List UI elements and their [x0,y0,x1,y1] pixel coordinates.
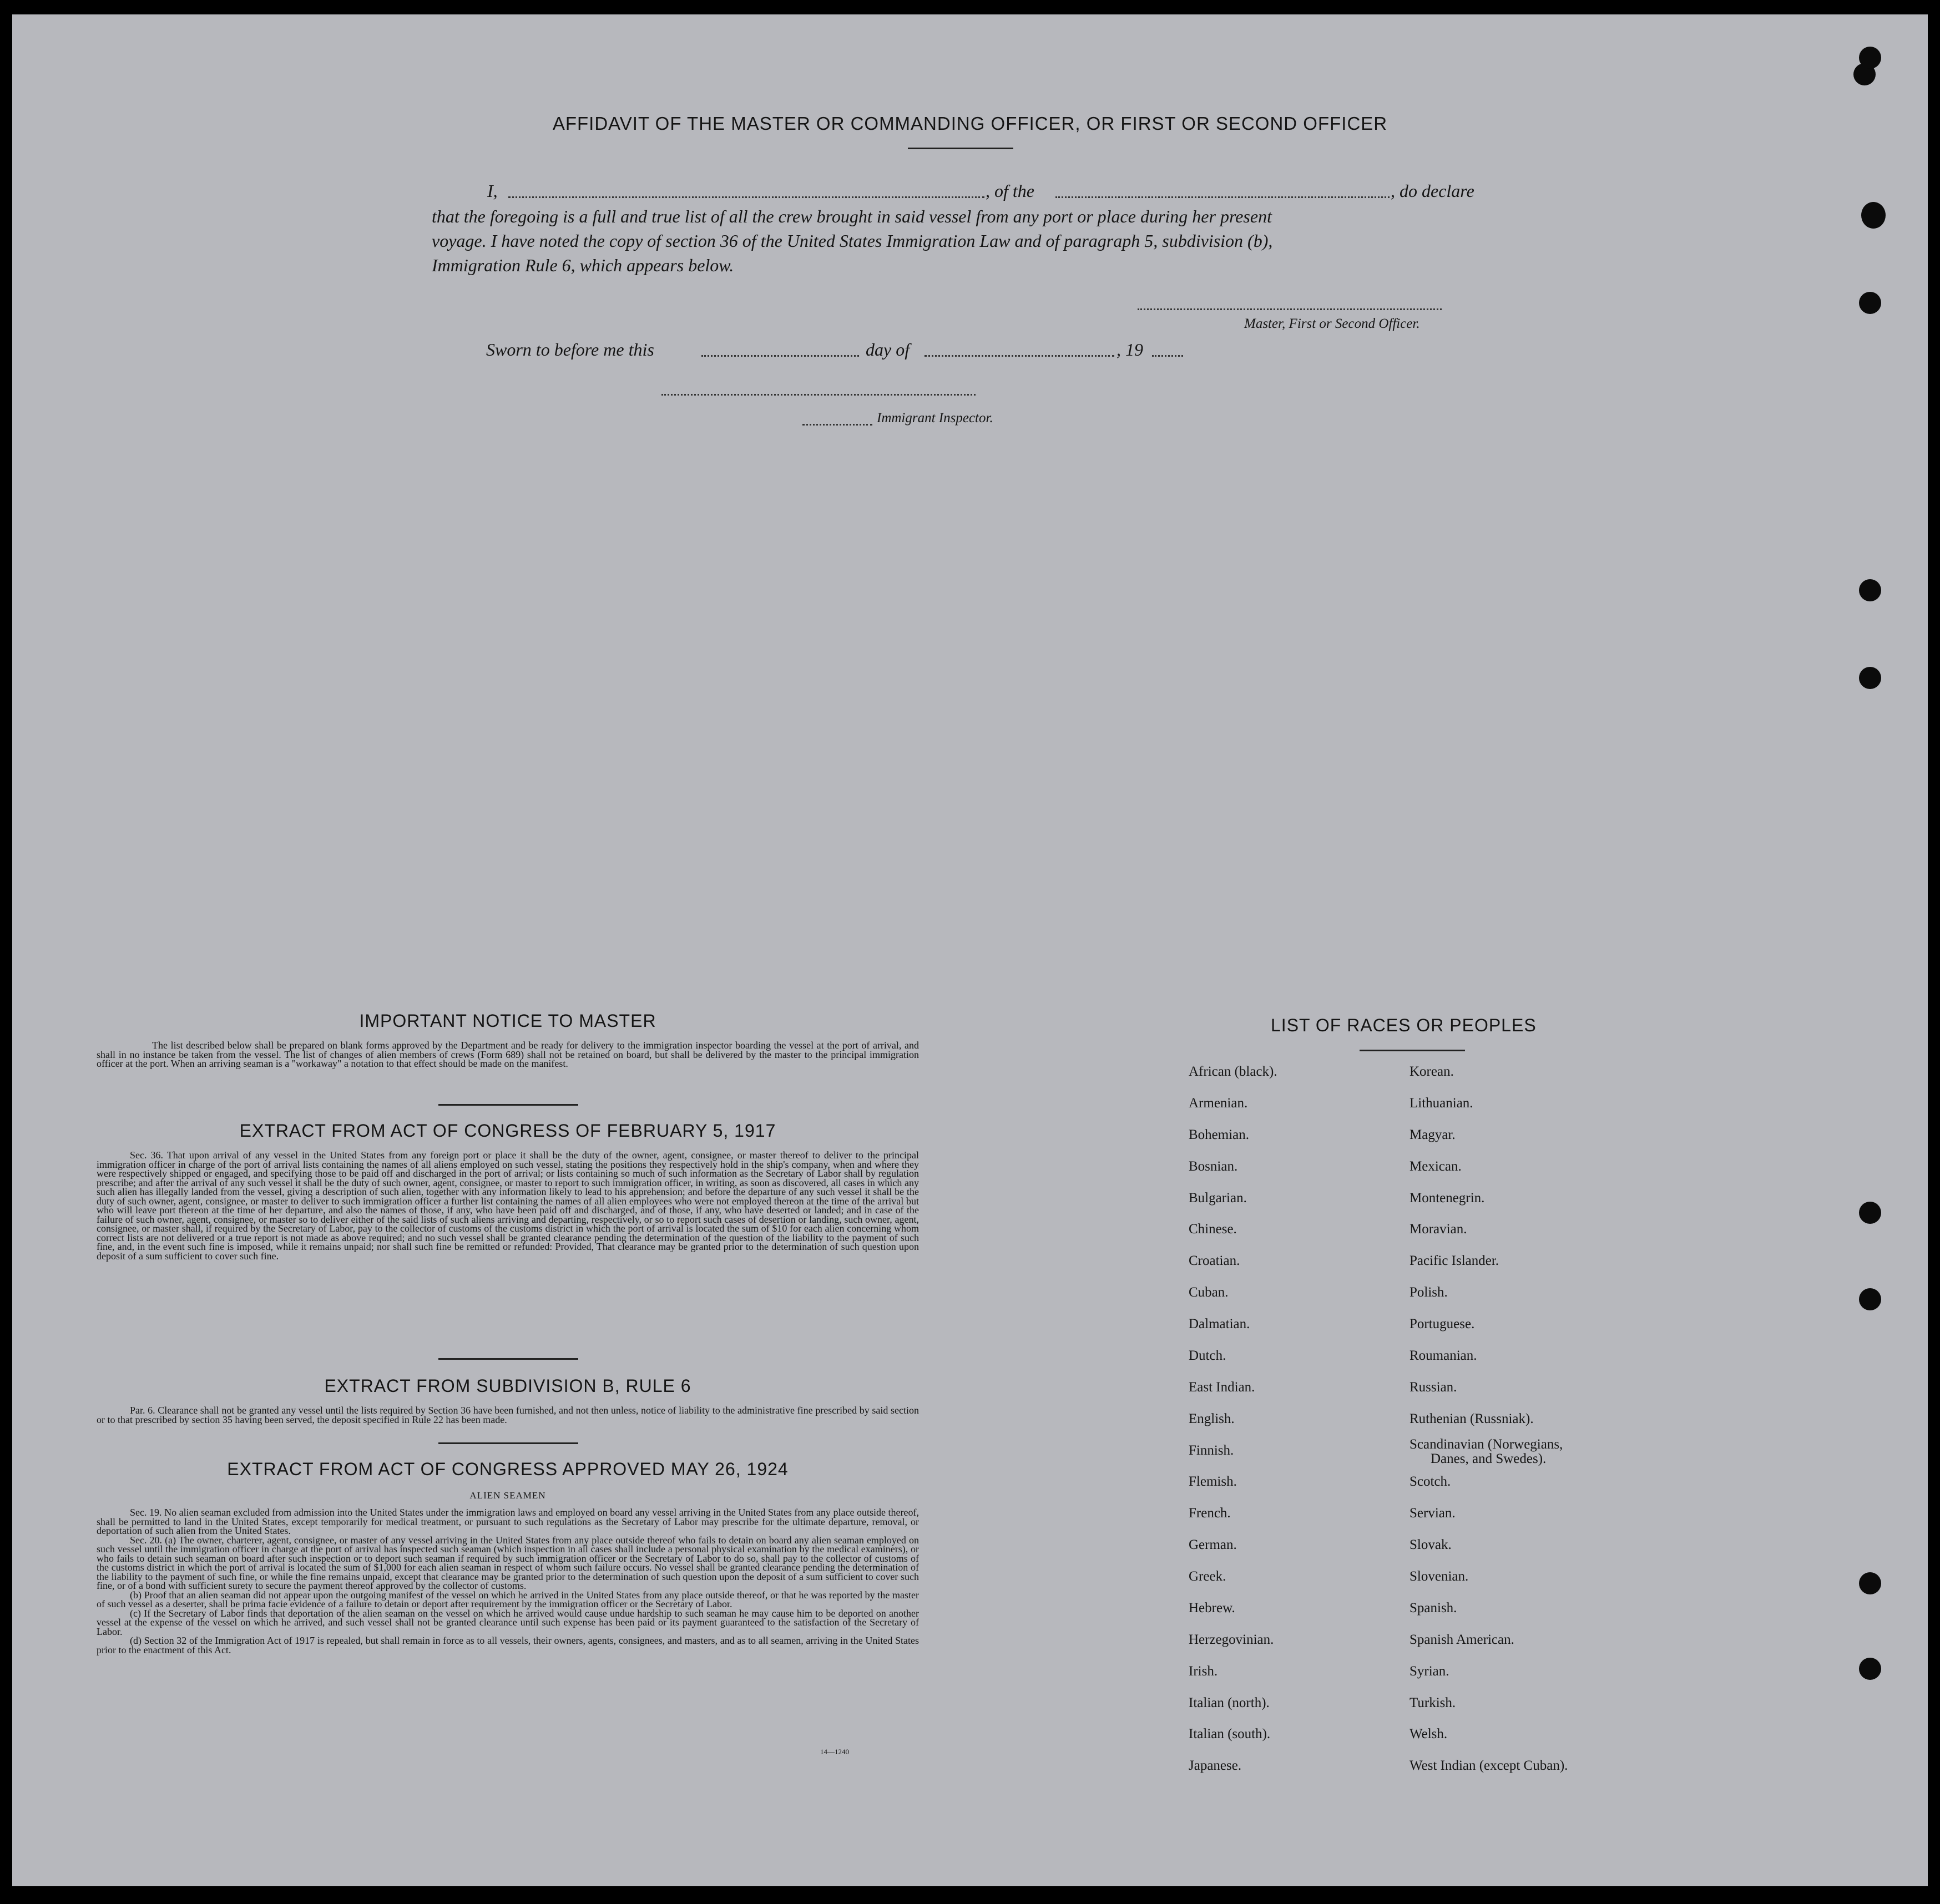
punch-hole [1859,1288,1881,1310]
punch-hole [1859,1202,1881,1224]
year-label: , 19 [1116,340,1143,359]
sec-20c-text: (c) If the Secretary of Labor finds that deportation of the alien seaman on the vessel on which he arrived would cause undue hardship to such seaman he may cause him to be deported on another vessel at the expense of the vessel on which he arrived, and such vessel shall not be granted clearance until such expense has been paid or its payment guaranteed to the satisfaction of the Secretary of Labor. [97,1607,919,1637]
master-label: Master, First or Second Officer. [1244,316,1420,331]
race-item: Japanese. [1189,1758,1242,1773]
extract-1924-title: EXTRACT FROM ACT OF CONGRESS APPROVED MAY 26, 1924 [227,1459,789,1479]
divider [1360,1050,1465,1051]
race-item: Russian. [1409,1380,1457,1395]
punch-hole [1859,579,1881,601]
race-item: Dutch. [1189,1348,1226,1363]
divider [438,1358,578,1360]
name-field[interactable] [508,196,984,198]
punch-hole [1859,667,1881,689]
affidavit-title: AFFIDAVIT OF THE MASTER OR COMMANDING OFFICER, OR FIRST OR SECOND OFFICER [552,113,1388,134]
sworn-day-field[interactable] [701,355,859,357]
race-item: Polish. [1409,1285,1448,1300]
punch-hole [1859,47,1881,69]
race-item: Danes, and Swedes). [1431,1451,1547,1466]
form-number: 14—1240 [820,1748,849,1756]
sec-20b-text: (b) Proof that an alien seaman did not appear upon the outgoing manifest of the vessel on which he arrived in the United States from any place outside thereof, or that he was reported by the master of such vessel as a deserter, shall be prima facie evidence of a failure to detain or deport after requirement by the immigration officer or the Secretary of Labor. [97,1589,919,1609]
race-item: African (black). [1189,1064,1277,1079]
affidavit-i: I, [487,181,498,201]
race-item: Slovak. [1409,1537,1452,1552]
race-item: English. [1189,1411,1235,1426]
divider [438,1442,578,1444]
race-item: Spanish American. [1409,1632,1514,1647]
sworn-line [486,340,1185,364]
affidavit-do-declare: , do declare [1391,181,1474,201]
race-item: Finnish. [1189,1443,1234,1458]
extract-1924-body [97,1508,919,1654]
affidavit-of-the: , of the [986,181,1034,201]
race-item: Greek. [1189,1569,1226,1584]
sec-20d-text: (d) Section 32 of the Immigration Act of 1917 is repealed, but shall remain in force as to all vessels, their owners, agents, consignees, and masters, and as to all seamen, arriving in the United States prior to the enactment of this Act. [97,1635,919,1655]
race-item: Portuguese. [1409,1316,1475,1331]
extract-1917-title: EXTRACT FROM ACT OF CONGRESS OF FEBRUARY 5, 1917 [239,1121,776,1141]
notice-text: The list described below shall be prepared on blank forms approved by the Department and be ready for delivery to the immigration inspector boarding the vessel at the port of arrival, and shall in no instance be taken from the vessel. The list of changes of alien members of crews (Form 689) shall not be retained on board, but shall be delivered by the master to the principal immigration officer at the port. When an arriving seaman is a "workaway" a notation to that effect should be made on the manifest. [97,1040,919,1069]
divider [908,148,1013,149]
extract-rule6-title: EXTRACT FROM SUBDIVISION B, RULE 6 [324,1376,691,1396]
inspector-signature-line[interactable] [661,394,976,396]
race-item: Montenegrin. [1409,1191,1485,1206]
race-item: Mexican. [1409,1159,1462,1174]
sec-20a-text: Sec. 20. (a) The owner, charterer, agent, consignee, or master of any vessel arriving in the United States from any place outside thereof who fails to detain on board any alien seaman employed on such vessel until the immigration officer in charge at the port of arrival has inspected such seaman (which inspection in all cases shall include a personal physical examination by the medical examiners), or who fails to detain such seaman on board after such inspection or to deport such seaman if required by such immigration officer or the Secretary of Labor to do so, shall pay to the collector of customs of the customs district in which the port of arrival is located the sum of $1,000 for each alien seaman in respect of whom such failure occurs. No vessel shall be granted clearance pending the determination of the liability to the payment of such fine, or while the fine remains unpaid, except that clearance may be granted prior to the determination of such question upon the deposit of a sum sufficient to cover such fine, or of a bond with sufficient surety to secure the payment thereof approved by the collector of customs. [97,1534,919,1591]
race-item: German. [1189,1537,1237,1552]
race-item: Armenian. [1189,1096,1248,1111]
alien-seamen-subtitle: ALIEN SEAMEN [469,1490,546,1501]
race-item: Cuban. [1189,1285,1229,1300]
affidavit-text-line3: voyage. I have noted the copy of section 36 of the United States Immigration Law and of paragraph 5, subdivision (b), [432,231,1273,251]
race-item: Bulgarian. [1189,1191,1247,1206]
races-right-column [1409,1064,1643,1785]
race-item: Korean. [1409,1064,1454,1079]
day-of-label: day of [866,340,910,359]
race-item: Roumanian. [1409,1348,1477,1363]
race-item: Croatian. [1189,1253,1240,1268]
race-item: Moravian. [1409,1222,1467,1237]
race-item: Irish. [1189,1664,1218,1679]
race-item: Italian (north). [1189,1695,1270,1710]
punch-hole [1859,1658,1881,1680]
race-item: West Indian (except Cuban). [1409,1758,1568,1773]
race-item: Bohemian. [1189,1127,1250,1142]
inspector-prefix-line[interactable] [802,424,872,426]
inspector-label: Immigrant Inspector. [877,411,993,426]
vessel-field[interactable] [1055,196,1390,198]
affidavit-text-line4: Immigration Rule 6, which appears below. [432,255,734,275]
race-item: Pacific Islander. [1409,1253,1499,1268]
punch-hole [1859,292,1881,314]
sworn-year-field[interactable] [1152,355,1183,357]
race-item: Chinese. [1189,1222,1237,1237]
punch-hole [1861,202,1886,229]
extract-1917-text: Sec. 36. That upon arrival of any vessel in the United States from any foreign port or place it shall be the duty of the owner, agent, consignee, or master thereof to deliver to the principal immigration officer in charge of the port of arrival lists containing the names of all aliens employed on such vessel, stating the positions they respectively hold in the ship's company, when and where they were respectively shipped or engaged, and specifying those to be paid off and discharged in the port of arrival; or lists containing so much of such information as the Secretary of Labor shall by regulation prescribe; and after the arrival of any such vessel it shall be the duty of such owner, agent, consignee, or master to report to such immigration officer, in writing, as soon as discovered, all cases in which any such alien has illegally landed from the vessel, giving a description of such alien, together with any information likely to lead to his apprehension; and before the departure of any such vessel it shall be the duty of such owner, agent, consignee, or master to deliver to such immigration officer a further list containing the names of all alien employees who were not employed thereon at the time of the arrival but who will leave port thereon at the time of her departure, and also the names of those, if any, who have been paid off and discharged, and of those, if any, who have deserted or landed; and in case of the failure of such owner, agent, consignee, or master so to deliver either of the said lists of such aliens arriving and departing, respectively, or so to report such cases of desertion or landing, such owner, agent, consignee, or master shall, if required by the Secretary of Labor, pay to the collector of customs of the customs district in which the port of arrival is located the sum of $10 for each alien concerning whom correct lists are not delivered or a true report is not made as above required; and no such vessel shall be granted clearance pending the determination of the question of the liability to the payment of such fine, and, in the event such fine is imposed, while it remains unpaid; nor shall such fine be remitted or refunded: Provided, That clearance may be granted prior to the determination of such question upon deposit of a sum sufficient to cover such fine. [97,1150,919,1262]
divider [438,1104,578,1106]
race-item: East Indian. [1189,1380,1255,1395]
race-item: Welsh. [1409,1726,1448,1741]
race-item: Lithuanian. [1409,1096,1473,1111]
sworn-month-field[interactable] [924,355,1114,357]
extract-rule6-text: Par. 6. Clearance shall not be granted any vessel until the lists required by Section 36 have been furnished, and not then unless, notice of liability to the administrative fine prescribed by said section or to that prescribed by section 35 having been served, the deposit specified in Rule 22 has been made. [97,1405,919,1425]
sworn-label: Sworn to before me this [486,340,654,359]
race-item: Servian. [1409,1506,1456,1521]
race-item: Spanish. [1409,1601,1457,1616]
race-item: Bosnian. [1189,1159,1238,1174]
race-item: French. [1189,1506,1231,1521]
race-item: Turkish. [1409,1695,1456,1710]
race-item: Flemish. [1189,1474,1237,1489]
races-title: LIST OF RACES OR PEOPLES [1271,1015,1537,1035]
race-item: Syrian. [1409,1664,1449,1679]
document-page [12,14,1928,1886]
race-item: Slovenian. [1409,1569,1469,1584]
punch-hole [1859,1572,1881,1594]
notice-title: IMPORTANT NOTICE TO MASTER [359,1011,656,1031]
race-item: Italian (south). [1189,1726,1271,1741]
race-item: Ruthenian (Russniak). [1409,1411,1534,1426]
race-item: Dalmatian. [1189,1316,1250,1331]
race-item: Herzegovinian. [1189,1632,1274,1647]
master-signature-line[interactable] [1138,308,1442,310]
race-item: Hebrew. [1189,1601,1235,1616]
races-left-column [1189,1064,1366,1785]
affidavit-text-line2: that the foregoing is a full and true list of all the crew brought in said vessel from any port or place during her present [432,206,1272,226]
affidavit-text-line1 [487,181,1512,205]
sec-19-text: Sec. 19. No alien seaman excluded from admission into the United States under the immigration laws and employed on board any vessel arriving in the United States from any place outside thereof, shall be permitted to land in the United States, except temporarily for medical treatment, or pursuant to such regulations as the Secretary of Labor may prescribe for the ultimate departure, removal, or deportation of such alien from the United States. [97,1507,919,1536]
race-item: Magyar. [1409,1127,1456,1142]
race-item: Scandinavian (Norwegians, [1409,1437,1563,1452]
race-item: Scotch. [1409,1474,1451,1489]
